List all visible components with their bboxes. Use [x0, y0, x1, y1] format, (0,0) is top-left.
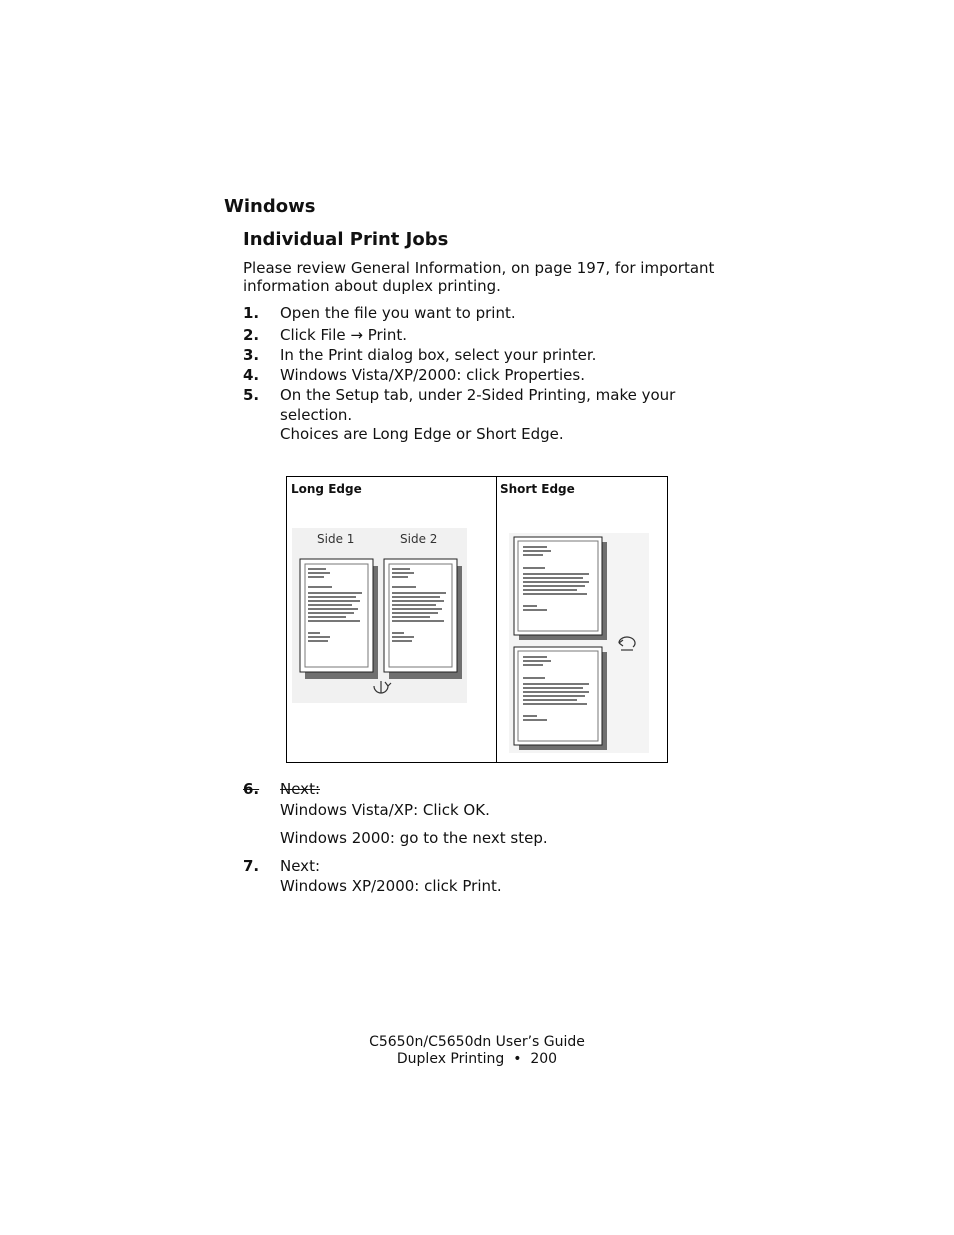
- intro-paragraph: Please review General Information, on page 197, for important information about duplex printing.: [243, 259, 715, 295]
- step-text: Windows Vista/XP/2000: click Properties.: [280, 366, 585, 384]
- short-edge-bottom-page-icon: [514, 647, 607, 750]
- side-2-page-icon: [384, 559, 462, 679]
- duplex-figure: [286, 476, 668, 763]
- step-text: In the Print dialog box, select your printer.: [280, 346, 597, 364]
- footer-bullet: •: [513, 1051, 522, 1067]
- step-line: Windows Vista/XP: Click OK.: [280, 801, 490, 819]
- subsection-title: Individual Print Jobs: [243, 229, 449, 250]
- long-edge-illustration: [292, 528, 467, 703]
- step-text: Click File → Print.: [280, 326, 407, 344]
- short-edge-top-page-icon: [514, 537, 607, 640]
- short-edge-illustration: [509, 533, 649, 753]
- step-text: Open the file you want to print.: [280, 304, 516, 322]
- page-number: 200: [530, 1051, 558, 1067]
- side-1-page-icon: [300, 559, 378, 679]
- footer-page-info: [0, 1050, 954, 1068]
- step-text: Next:: [280, 780, 320, 798]
- step-number: 5.: [243, 386, 260, 404]
- step-text: Next:: [280, 857, 320, 875]
- step-text: On the Setup tab, under 2-Sided Printing, make your selection.: [280, 386, 676, 424]
- short-edge-label: Short Edge: [500, 482, 575, 496]
- step-number: 2.: [243, 326, 260, 344]
- side-1-label: Side 1: [317, 532, 355, 546]
- footer-guide-title: C5650n/C5650dn User’s Guide: [369, 1034, 585, 1050]
- side-2-label: Side 2: [400, 532, 438, 546]
- section-title: Windows: [224, 196, 316, 217]
- step-number: 7.: [243, 857, 260, 875]
- step-line: Windows XP/2000: click Print.: [280, 877, 502, 895]
- long-edge-label: Long Edge: [291, 482, 362, 496]
- step-number: 3.: [243, 346, 260, 364]
- figure-divider: [496, 477, 497, 762]
- step-number: 1.: [243, 304, 260, 322]
- step-note: Choices are Long Edge or Short Edge.: [280, 425, 564, 443]
- step-number: 6.: [243, 780, 260, 798]
- step-line: Windows 2000: go to the next step.: [280, 829, 548, 847]
- footer-section: Duplex Printing: [396, 1051, 505, 1067]
- step-number: 4.: [243, 366, 260, 384]
